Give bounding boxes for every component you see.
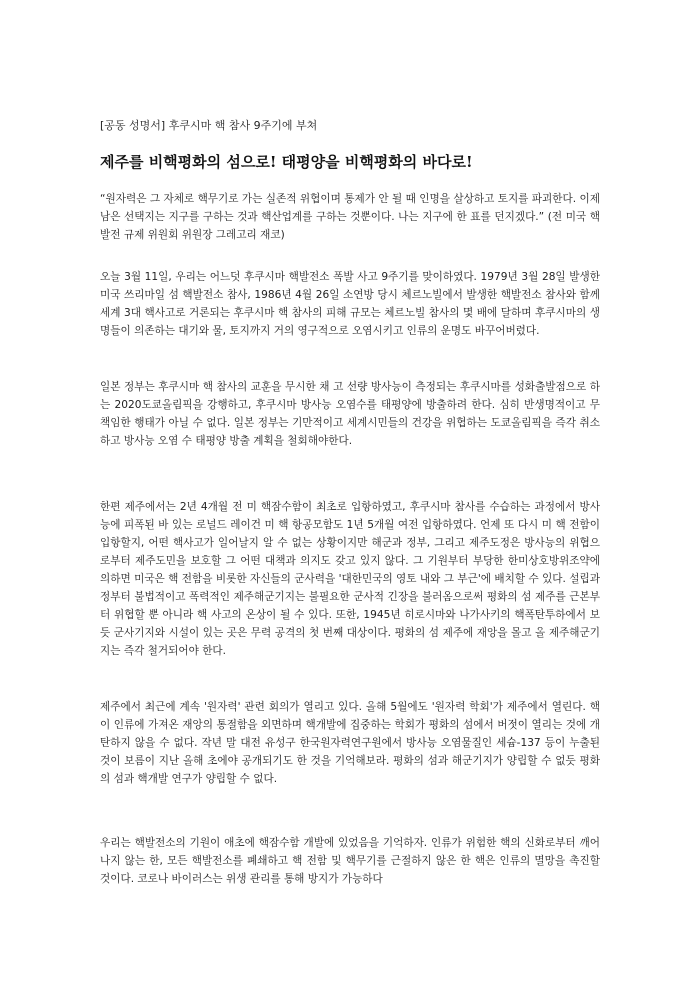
paragraph-jeju-navy-base: 한편 제주에서는 2년 4개월 전 미 핵잠수함이 최초로 입항하였고, 후쿠시마 참사를 수습하는 과정에서 방사능에 피폭된 바 있는 로널드 레이건 미 핵 항공모함도 1년 5개월 여전 입항하였다. 언제 또 다시 미 핵 전함이 입항할지, 어떤 핵사고가 일어날지 알 수 없는 상황이지만 해군과 정부, 그리고 제주도정은 방사능의 위협으로부터 제주도민을 보호할 그 어떤 대책과 의지도 갖고 있지 않다. 그 기원부터 부당한 한미상호방위조약에 의하면 미국은 핵 전함을 비롯한 자신들의 군사력을 '대한민국의 영토 내와 그 부근'에 배치할 수 있다. 설립과정부터 불법적이고 폭력적인 제주해군기지는 불필요한 군사적 긴장을 불러옴으로써 평화의 섬 제주를 근본부터 위협할 뿐 아니라 핵 사고의 온상이 될 수 있다. 또한, 1945년 히로시마와 나가사키의 핵폭탄투하에서 보듯 군사기지와 시설이 있는 곳은 무력 공격의 첫 번째 대상이다. 평화의 섬 제주에 재앙을 몰고 올 제주해군기지는 즉각 철거되어야 한다. <box>100 501 600 657</box>
paragraph-japan-government: 일본 정부는 후쿠시마 핵 참사의 교훈을 무시한 채 고 선량 방사능이 측정되는 후쿠시마를 성화출발점으로 하는 2020도쿄올림픽을 강행하고, 후쿠시마 방사능 오염수를 태평양에 방출하려 한다. 심히 반생명적이고 무책임한 행태가 아닐 수 없다. 일본 정부는 기만적이고 세계시민들의 건강을 위협하는 도쿄올림픽을 즉각 취소하고 방사능 오염 수 태평양 방출 계획을 철회해야한다. <box>100 381 600 447</box>
paragraph-nuclear-conference: 제주에서 최근에 계속 '원자력' 관련 회의가 열리고 있다. 올해 5월에도 '원자력 학회'가 제주에서 열린다. 핵이 인류에 가져온 재앙의 통절함을 외면하며 핵개발에 집중하는 학회가 평화의 섬에서 버젓이 열리는 것에 개탄하지 않을 수 없다. 작년 말 대전 유성구 한국원자력연구원에서 방사능 오염물질인 세슘-137 등이 누출된 것이 보름이 지난 올해 초에야 공개되기도 한 것을 기억해보라. 평화의 섬과 해군기지가 양립할 수 없듯 평화의 섬과 핵개발 연구가 양립할 수 없다. <box>100 701 600 785</box>
paragraph-anniversary: 오늘 3월 11일, 우리는 어느덧 후쿠시마 핵발전소 폭발 사고 9주기를 맞이하였다. 1979년 3월 28일 발생한 미국 쓰리마일 섬 핵발전소 참사, 1986년 4월 26일 소연방 당시 체르노빌에서 발생한 핵발전소 참사와 함께 세계 3대 핵사고로 거론되는 후쿠시마 핵 참사의 피해 규모는 체르노빌 참사의 몇 배에 달하며 후쿠시마의 생명들이 의존하는 대기와 물, 토지까지 거의 영구적으로 오염시키고 인류의 운명도 바꾸어버렸다. <box>100 271 600 337</box>
paragraph-quote: “원자력은 그 자체로 핵무기로 가는 실존적 위협이며 통제가 안 될 때 인명을 살상하고 토지를 파괴한다. 이제 남은 선택지는 지구를 구하는 것과 핵산업계를 구하는 것뿐이다. 나는 지구에 한 표를 던지겠다.” (전 미국 핵 발전 규제 위원회 위원장 그레고리 재코) <box>100 193 600 241</box>
statement-header: [공동 성명서] 후쿠시마 핵 참사 9주기에 부쳐 <box>100 119 318 132</box>
paragraph-conclusion: 우리는 핵발전소의 기원이 애초에 핵잠수함 개발에 있었음을 기억하자. 인류가 위험한 핵의 신화로부터 깨어나지 않는 한, 모든 핵발전소를 폐쇄하고 핵 전함 및 핵무기를 근절하지 않은 한 핵은 인류의 멸망을 촉진할 것이다. 코로나 바이러스는 위생 관리를 통해 방지가 가능하다 <box>100 837 600 885</box>
document-title: 제주를 비핵평화의 섬으로! 태평양을 비핵평화의 바다로! <box>100 153 473 171</box>
